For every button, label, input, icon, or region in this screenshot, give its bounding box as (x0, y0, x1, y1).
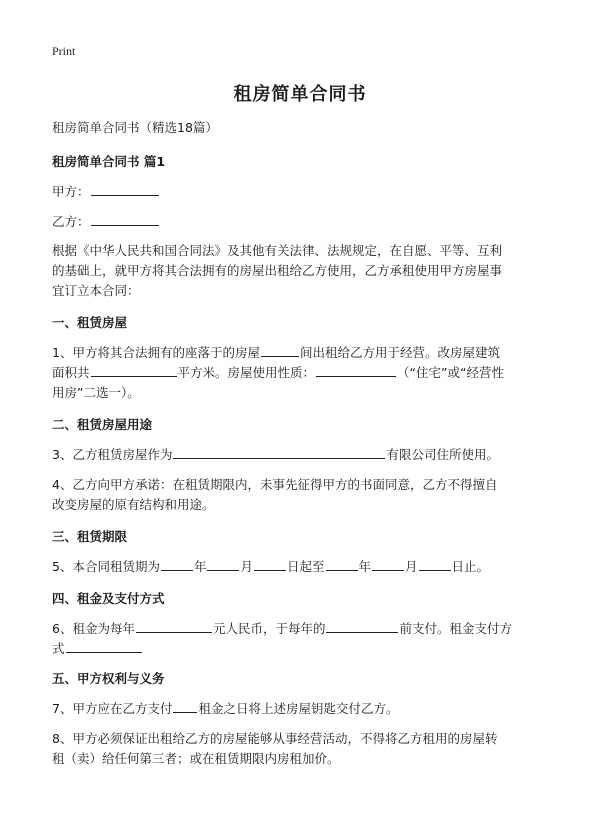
clause-5-text-from: 日起至 (287, 559, 325, 574)
party-b-line (52, 212, 552, 232)
company-name-blank (173, 445, 385, 459)
section-3-heading: 三、租赁期限 (52, 529, 128, 544)
clause-7-text-a: 7、甲方应在乙方支付 (52, 701, 173, 716)
party-b-blank (91, 212, 159, 226)
section-2-heading: 二、租赁房屋用途 (52, 417, 153, 432)
clause-5-text-end: 日止。 (451, 559, 490, 574)
clause-7-text-b: 租金之日将上述房屋钥匙交付乙方。 (198, 701, 399, 716)
end-month-label: 月 (405, 559, 418, 574)
end-year-label: 年 (358, 559, 372, 574)
rent-amount-blank (136, 619, 212, 633)
party-a-blank (91, 182, 159, 196)
document-title: 租房简单合同书 (233, 84, 367, 105)
end-day-blank (419, 557, 451, 571)
intro-line-2: 的基础上，就甲方将其合法拥有的房屋出租给乙方使用，乙方承租使用甲方房屋事 (52, 263, 503, 278)
clause-5-text-a: 5、本合同租赁期为 (52, 559, 160, 574)
clause-3-text-b: 有限公司住所使用。 (386, 447, 499, 462)
intro-line-3: 宜订立本合同： (52, 283, 140, 298)
clause-6-text-b: 元人民币，于每年的 (212, 621, 326, 636)
print-link[interactable]: Print (52, 44, 76, 58)
section-5-heading: 五、甲方权利与义务 (52, 671, 165, 686)
intro-line-1: 根据《中华人民共和国合同法》及其他有关法律、法规规定，在自愿、平等、互利 (52, 243, 503, 258)
clause-1-line-1 (52, 343, 552, 363)
clause-1-text-b: 间出租给乙方用于经营。改房屋建筑 (299, 345, 500, 360)
usage-type-blank (316, 363, 396, 377)
area-blank (91, 363, 177, 377)
clause-8-line-1: 8、甲方必须保证出租给乙方的房屋能够从事经营活动，不得将乙方租用的房屋转 (52, 731, 498, 746)
clause-8-line-2: 租（卖）给任何第三者；或在租赁期限内房租加价。 (52, 751, 340, 766)
clause-6-line-2 (52, 639, 552, 659)
clause-3-text-a: 3、乙方租赁房屋作为 (52, 447, 173, 462)
clause-1-text-a: 1、甲方将其合法拥有的座落于的房屋 (52, 345, 260, 360)
document-subtitle: 租房简单合同书（精选18篇） (52, 120, 218, 135)
end-month-blank (372, 557, 404, 571)
clause-4-line-2: 改变房屋的原有结构和用途。 (52, 497, 215, 512)
clause-1-line-2 (52, 363, 552, 383)
section-1-heading: 一、租赁房屋 (52, 315, 128, 330)
chapter-heading: 租房简单合同书 篇1 (52, 154, 166, 169)
clause-5-line (52, 557, 552, 577)
payment-method-blank (66, 639, 142, 653)
clause-1-line-3: 用房”二选一）。 (52, 385, 140, 400)
payment-term-blank (173, 699, 197, 713)
start-month-blank (207, 557, 239, 571)
clause-6-text-d: 式 (52, 641, 65, 656)
clause-4-line-1: 4、乙方向甲方承诺：在租赁期限内，未事先征得甲方的书面同意，乙方不得擅自 (52, 477, 498, 492)
clause-6-line-1 (52, 619, 552, 639)
payment-date-blank (326, 619, 398, 633)
clause-1-text-d: 平方米。房屋使用性质： (177, 365, 316, 380)
start-year-label: 年 (193, 559, 207, 574)
clause-7-line (52, 699, 552, 719)
clause-6-text-a: 6、租金为每年 (52, 621, 135, 636)
clause-1-text-e: （“住宅”或“经营性 (397, 365, 504, 380)
room-count-blank (261, 343, 299, 357)
party-b-label: 乙方： (52, 214, 90, 229)
start-year-blank (161, 557, 193, 571)
end-year-blank (326, 557, 358, 571)
start-day-blank (254, 557, 286, 571)
clause-6-text-c: 前支付。租金支付方 (399, 621, 512, 636)
party-a-line (52, 182, 552, 202)
start-month-label: 月 (240, 559, 253, 574)
section-4-heading: 四、租金及支付方式 (52, 591, 165, 606)
clause-1-text-c: 面积共 (52, 365, 90, 380)
party-a-label: 甲方： (52, 184, 90, 199)
clause-3-line (52, 445, 552, 465)
